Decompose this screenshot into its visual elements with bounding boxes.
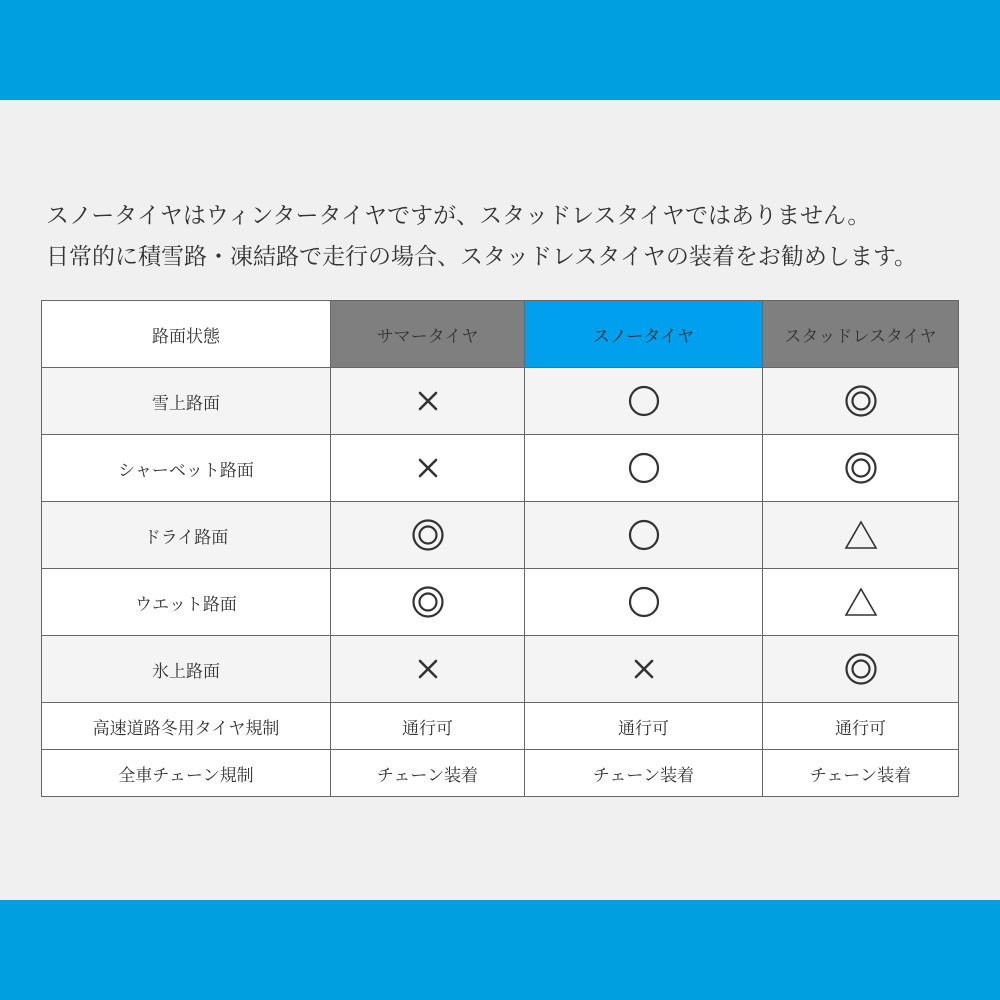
double-circle-icon — [410, 517, 446, 553]
intro-text — [46, 196, 966, 278]
cell-studless — [763, 569, 959, 636]
intro-line-1: スノータイヤはウィンタータイヤですが、スタッドレスタイヤではありません。 — [46, 203, 871, 229]
table-row — [42, 703, 959, 750]
header-snow-tire: スノータイヤ — [525, 301, 763, 368]
cell-studless: 通行可 — [763, 703, 959, 750]
header-road-condition: 路面状態 — [42, 301, 331, 368]
cell-snow — [525, 502, 763, 569]
circle-icon — [626, 383, 662, 419]
cell-studless — [763, 636, 959, 703]
cross-icon — [626, 651, 662, 687]
cell-summer — [331, 502, 525, 569]
header-studless-tire: スタッドレスタイヤ — [763, 301, 959, 368]
circle-icon — [626, 517, 662, 553]
row-label: ウエット路面 — [42, 569, 331, 636]
cross-icon — [410, 450, 446, 486]
table-row — [42, 502, 959, 569]
intro-line-2: 日常的に積雪路・凍結路で走行の場合、スタッドレスタイヤの装着をお勧めします。 — [46, 244, 918, 270]
table-header-row — [42, 301, 959, 368]
row-label: 全車チェーン規制 — [42, 750, 331, 797]
double-circle-icon — [843, 450, 879, 486]
row-label: シャーベット路面 — [42, 435, 331, 502]
double-circle-icon — [410, 584, 446, 620]
tire-comparison-table — [41, 300, 959, 797]
double-circle-icon — [843, 651, 879, 687]
cell-summer — [331, 569, 525, 636]
cell-summer — [331, 435, 525, 502]
table-row — [42, 569, 959, 636]
triangle-icon — [843, 584, 879, 620]
double-circle-icon — [843, 383, 879, 419]
cell-studless: チェーン装着 — [763, 750, 959, 797]
table-row — [42, 636, 959, 703]
cell-studless — [763, 502, 959, 569]
circle-icon — [626, 584, 662, 620]
bottom-blue-band — [0, 900, 1000, 1000]
row-label: 氷上路面 — [42, 636, 331, 703]
triangle-icon — [843, 517, 879, 553]
header-summer-tire: サマータイヤ — [331, 301, 525, 368]
cell-summer — [331, 368, 525, 435]
cell-snow — [525, 569, 763, 636]
top-blue-band — [0, 0, 1000, 100]
cell-summer — [331, 636, 525, 703]
cell-studless — [763, 368, 959, 435]
row-label: 高速道路冬用タイヤ規制 — [42, 703, 331, 750]
row-label: 雪上路面 — [42, 368, 331, 435]
cell-snow — [525, 368, 763, 435]
cell-snow — [525, 636, 763, 703]
cell-summer: チェーン装着 — [331, 750, 525, 797]
table-row — [42, 368, 959, 435]
cell-snow — [525, 435, 763, 502]
table-row — [42, 750, 959, 797]
cell-snow: 通行可 — [525, 703, 763, 750]
cell-snow: チェーン装着 — [525, 750, 763, 797]
table-row — [42, 435, 959, 502]
cross-icon — [410, 651, 446, 687]
cell-summer: 通行可 — [331, 703, 525, 750]
circle-icon — [626, 450, 662, 486]
cross-icon — [410, 383, 446, 419]
cell-studless — [763, 435, 959, 502]
row-label: ドライ路面 — [42, 502, 331, 569]
